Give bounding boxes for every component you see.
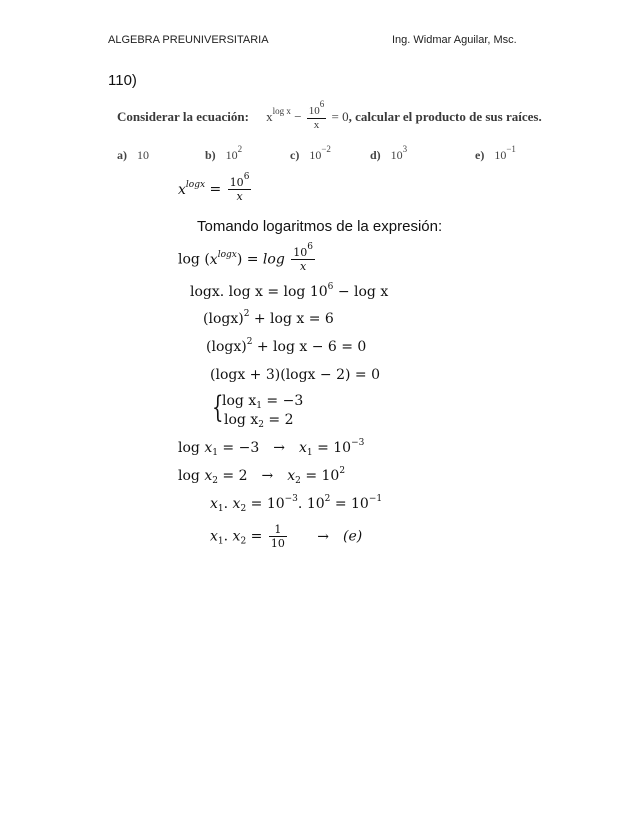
system-eq-2: $\log x_2 = 2$	[224, 412, 294, 430]
option-d: d) $10^3$	[370, 144, 408, 162]
system-eq-1: $\log x_1 = -3$	[222, 393, 304, 411]
text-taking-logarithms: Tomando logaritmos de la expresión:	[197, 218, 443, 235]
equation-factored: (logx + 3)(logx − 2) = 0	[210, 367, 380, 383]
problem-exponent: log x	[272, 105, 291, 116]
answer: (e)	[343, 528, 363, 545]
option-b: b) $10^2$	[205, 144, 243, 162]
problem-statement: Considerar la ecuación: $x^{log x}$ − $\frac{10^6}{x}$ = 0, calcular el producto de sus raíces.	[117, 99, 542, 131]
problem-frac-den: x	[313, 119, 320, 131]
equation-log-both-sides: $\log (x^{logx}) = \log$ $\frac{10^6}{x}$	[178, 242, 313, 273]
left-brace: {	[212, 390, 224, 425]
option-e: e) $10^{-1}$	[475, 144, 516, 162]
result-root-1: $\log x_1 = -3 \to x_1 = 10^{-3}$	[178, 438, 365, 458]
option-a: a) 10	[117, 148, 149, 162]
problem-tail: , calcular el producto de sus raíces.	[348, 108, 542, 124]
product-step-1: $x_1$. $x_2 = 10^{-3}$. $10^2 = 10^{-1}$	[210, 494, 383, 514]
equation-given: $x^{logx}$ = $\frac{10^6}{x}$	[178, 172, 250, 203]
result-root-2: $\log x_2 = 2 \to x_2 = 10^2$	[178, 466, 346, 486]
header-left: ALGEBRA PREUNIVERSITARIA	[108, 34, 269, 46]
product-step-2: $x_1$. $x_2$ = $\frac{1}{10}$ → (e)	[210, 523, 363, 550]
header-right: Ing. Widmar Aguilar, Msc.	[392, 34, 517, 46]
problem-fraction	[307, 99, 327, 132]
equation-step-5: $(\log x)^2 + \log x - 6 = 0$	[206, 337, 367, 355]
problem-lead: Considerar la ecuación:	[117, 108, 249, 124]
problem-number: 110)	[108, 72, 137, 89]
equation-step-3: logx. $\log x = \log 10^6 - \log x$	[190, 282, 389, 300]
equation-step-4: $(\log x)^2 + \log x = 6$	[203, 309, 334, 327]
option-c: c) $10^{-2}$	[290, 144, 331, 162]
problem-frac-num-exp: 6	[319, 99, 325, 109]
problem-equals: = 0	[331, 108, 349, 124]
problem-frac-num: 10	[308, 105, 320, 117]
